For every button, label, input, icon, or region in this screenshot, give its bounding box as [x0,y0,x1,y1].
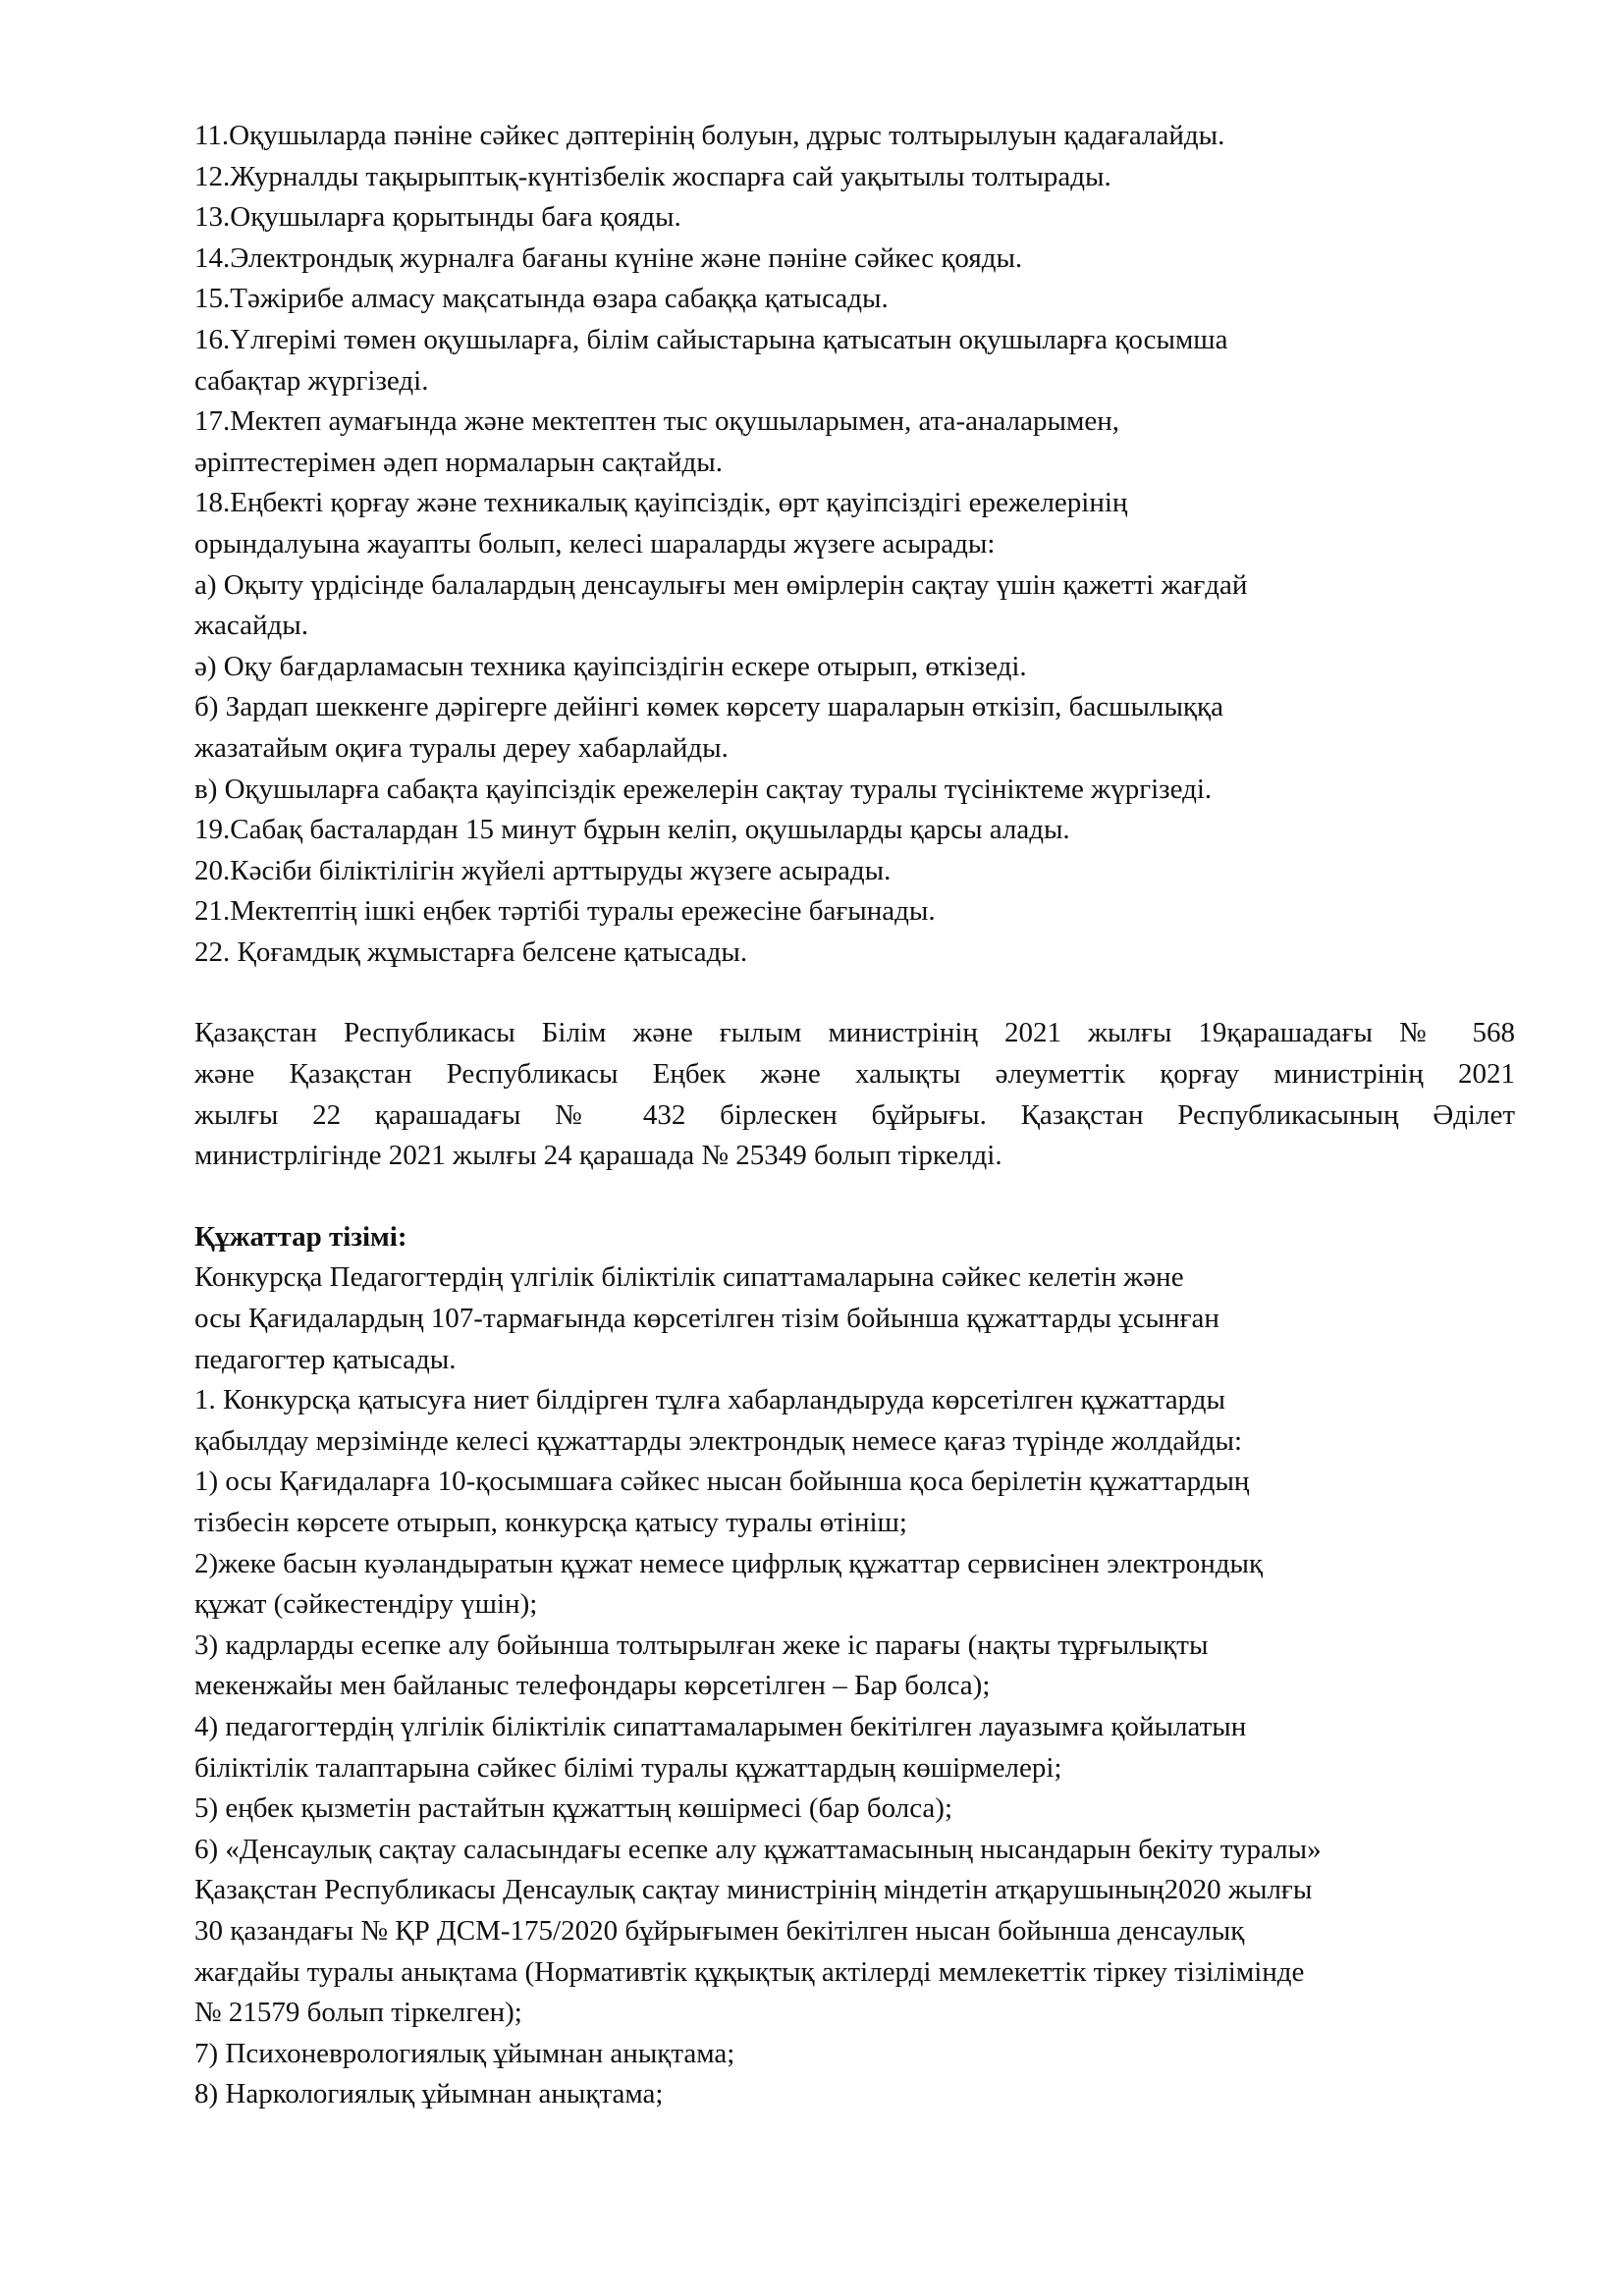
document-item [194,1257,1515,1380]
document-item-line: 30 қазандағы № ҚР ДСМ-175/2020 бұйрығымен бекітілген нысан бойынша денсаулық [194,1914,1245,1947]
duty-item [194,320,1515,401]
duty-item-line: 15.Тәжірибе алмасу мақсатында өзара сабаққа қатысады. [194,283,889,315]
document-item-line: педагогтер қатысады. [194,1343,457,1375]
spacer [194,973,1515,1013]
duty-item [194,197,1515,239]
document-item [194,1462,1515,1543]
duties-list [194,116,1515,973]
duty-item [194,891,1515,933]
document-item [194,1707,1515,1789]
duty-item [194,687,1515,769]
duty-item-line: жасайды. [194,610,309,642]
duty-item [194,565,1515,647]
document-item [194,2034,1515,2075]
duty-item-line: ә) Оқу бағдарламасын техника қауіпсіздігін ескере отырып, өткізеді. [194,650,1027,682]
document-item-line: 1. Конкурсқа қатысуға ниет білдірген тұлға хабарландыруда көрсетілген құжаттарды [194,1384,1226,1416]
legal-note-line: жылғы 22 қарашадағы № 432 бірлескен бұйрығы. Қазақстан Республикасының Әділет [194,1098,1515,1131]
duty-item [194,157,1515,198]
duty-item-line: әріптестерімен әдеп нормаларын сақтайды. [194,446,724,478]
document-item-line: 3) кадрларды есепке алу бойынша толтырылған жеке іс парағы (нақты тұрғылықты [194,1629,1209,1661]
document-item-line: 4) педагогтердің үлгілік біліктілік сипаттамаларымен бекітілген лауазымға қойылатын [194,1710,1247,1742]
duty-item-line: б) Зардап шеккенге дәрігерге дейінгі көмек көрсету шараларын өткізіп, басшылыққа [194,691,1223,723]
duty-item-line: 21.Мектептің ішкі еңбек тәртібі туралы ережесіне бағынады. [194,895,936,928]
duty-item-line: орындалуына жауапты болып, келесі шараларды жүзеге асырады: [194,527,996,560]
duty-item-line: 16.Үлгерімі төмен оқушыларға, білім сайыстарына қатысатын оқушыларға қосымша [194,323,1228,355]
document-item-line: 6) «Денсаулық сақтау саласындағы есепке алу құжаттамасының нысандарын бекіту туралы» [194,1833,1322,1865]
legal-note-line: және Қазақстан Республикасы Еңбек және халықты әлеуметтік қорғау министрінің 2021 [194,1058,1515,1091]
duty-item-line: 19.Сабақ басталардан 15 минут бұрын келіп, оқушыларды қарсы алады. [194,814,1070,846]
duty-item [194,851,1515,892]
duty-item-line: 12.Журналды тақырыптық-күнтізбелік жоспарға сай уақытылы толтырады. [194,160,1111,192]
duty-item [194,933,1515,974]
duty-item [194,810,1515,851]
duty-item [194,116,1515,157]
duty-item-line: 18.Еңбекті қорғау және техникалық қауіпсіздік, өрт қауіпсіздігі ережелерінің [194,487,1128,519]
document-item-line: қабылдау мерзімінде келесі құжаттарды электрондық немесе қағаз түрінде жолдайды: [194,1424,1243,1457]
duty-item [194,239,1515,280]
document-item [194,1544,1515,1626]
duty-item-line: а) Оқыту үрдісінде балалардың денсаулығы мен өмірлерін сақтау үшін қажетті жағдай [194,568,1248,601]
document-item [194,2074,1515,2115]
duty-item-line: в) Оқушыларға сабақта қауіпсіздік ережелерін сақтау туралы түсініктеме жүргізеді. [194,773,1213,805]
document-item-line: № 21579 болып тіркелген); [194,1997,522,2029]
duty-item [194,401,1515,483]
page-content [194,116,1515,2115]
document-item-line: осы Қағидалардың 107-тармағында көрсетілген тізім бойынша құжаттарды ұсынған [194,1303,1219,1335]
document-item [194,1830,1515,2034]
document-item-line: 1) осы Қағидаларға 10-қосымшаға сәйкес нысан бойынша қоса берілетін құжаттардың [194,1466,1250,1498]
duty-item-line: жазатайым оқиға туралы дереу хабарлайды. [194,731,729,764]
document-item-line: 5) еңбек қызметін растайтын құжаттың көшірмесі (бар болса); [194,1792,953,1825]
document-item-line: Конкурсқа Педагогтердің үлгілік біліктілік сипаттамаларына сәйкес келетін және [194,1261,1184,1294]
document-item-line: біліктілік талаптарына сәйкес білімі туралы құжаттардың көшірмелері; [194,1751,1062,1784]
duty-item-line: 14.Электрондық журналға бағаны күніне және пәніне сәйкес қояды. [194,241,1023,274]
duty-item-line: 13.Оқушыларға қорытынды баға қояды. [194,201,681,234]
duty-item-line: 20.Кәсіби біліктілігін жүйелі арттыруды жүзеге асырады. [194,854,892,886]
document-item-line: тізбесін көрсете отырып, конкурсқа қатысу туралы өтініш; [194,1507,907,1538]
legal-note [194,1013,1515,1176]
document-item [194,1789,1515,1830]
legal-note-line: министрлігінде 2021 жылғы 24 қарашада № 25349 болып тіркелді. [194,1140,1002,1172]
document-item-line: 2)жеке басын куәландыратын құжат немесе цифрлық құжаттар сервисінен электрондық [194,1547,1264,1579]
duty-item [194,647,1515,688]
duty-item-line: сабақтар жүргізеді. [194,364,429,397]
document-item-line: құжат (сәйкестендіру үшін); [194,1588,538,1621]
duty-item-line: 17.Мектеп аумағында және мектептен тыс оқушыларымен, ата-аналарымен, [194,405,1119,438]
duty-item-line: 22. Қоғамдық жұмыстарға белсене қатысады. [194,935,748,968]
legal-note-line: Қазақстан Республикасы Білім және ғылым министрінің 2021 жылғы 19қарашадағы № 568 [194,1017,1515,1049]
documents-list [194,1257,1515,2114]
duty-item-line: 11.Оқушыларда пәніне сәйкес дәптерінің болуын, дұрыс толтырылуын қадағалайды. [194,120,1225,151]
document-item-line: 8) Наркологиялық ұйымнан анықтама; [194,2078,664,2110]
spacer [194,1177,1515,1217]
duty-item [194,279,1515,320]
document-item [194,1380,1515,1462]
document-item [194,1626,1515,1707]
documents-heading: Құжаттар тізімі: [194,1220,407,1253]
duty-item [194,483,1515,564]
document-item-line: 7) Психоневрологиялық ұйымнан анықтама; [194,2037,735,2069]
document-item-line: мекенжайы мен байланыс телефондары көрсетілген – Бар болса); [194,1670,991,1702]
document-item-line: Қазақстан Республикасы Денсаулық сақтау министрінің міндетін атқарушының2020 жылғы [194,1874,1313,1906]
duty-item [194,770,1515,811]
document-item-line: жағдайы туралы анықтама (Нормативтік құқықтық актілерді мемлекеттік тіркеу тізілімінде [194,1955,1305,1988]
